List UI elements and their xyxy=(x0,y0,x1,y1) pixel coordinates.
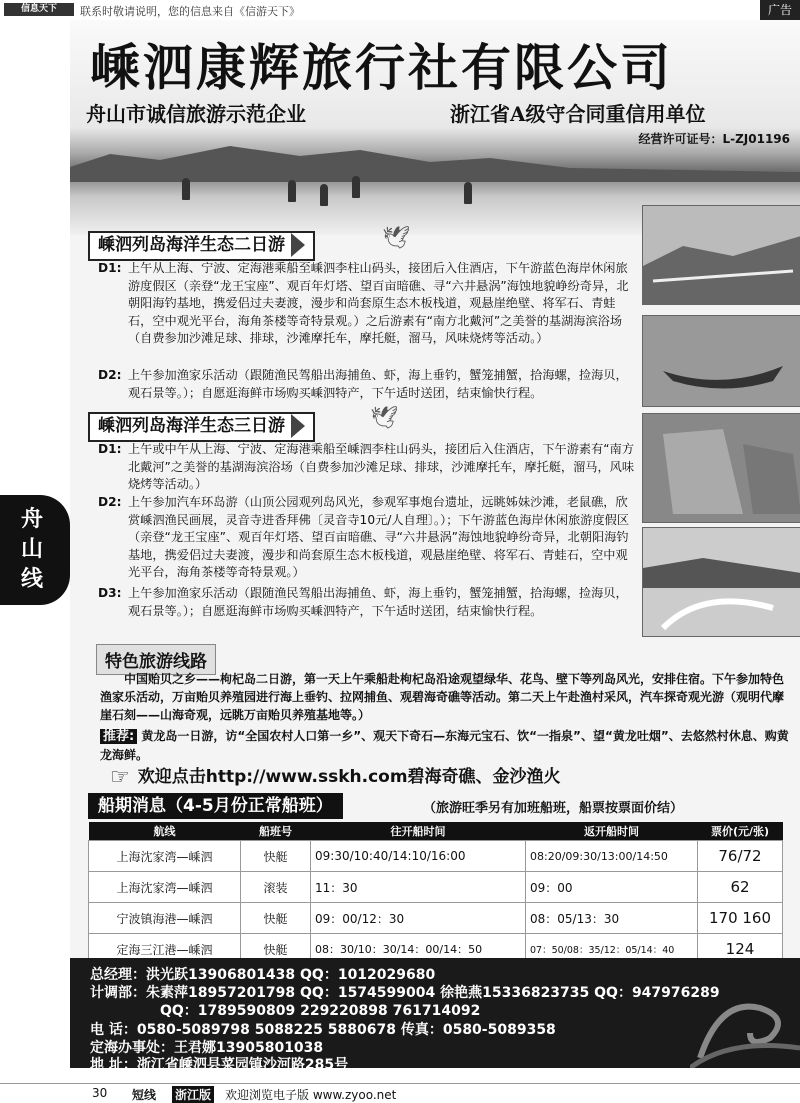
route-cell: 上海沈家湾—嵊泗 xyxy=(89,841,241,872)
price-cell: 124 xyxy=(698,934,783,965)
title-arrow-icon xyxy=(291,233,305,257)
page-footer xyxy=(0,1083,800,1103)
recommend-text: 黄龙岛一日游，访“全国农村人口第一乡”、观天下奇石—东海元宝石、饮“一指泉”、望“黄龙吐烟”、去悠然村休息、购黄龙海鲜。 xyxy=(100,729,789,762)
ship-schedule-title: 船期消息（4-5月份正常船班） xyxy=(88,793,343,819)
ad-tag: 广告 xyxy=(760,0,800,20)
tour2-title xyxy=(88,231,315,261)
recommend-block xyxy=(100,727,790,764)
contact-qq: QQ：1789590809 229220898 761714092 xyxy=(160,1003,481,1019)
back-cell: 08：05/13：30 xyxy=(526,903,698,934)
side-tab-char-3: 线 xyxy=(20,567,43,592)
magazine-logo: 信息天下 xyxy=(4,3,74,16)
day-text: 上午参加渔家乐活动（跟随渔民驾船出海捕鱼、虾，海上垂钓，蟹笼捕蟹，拾海螺，捡海贝，观石景等。）；自愿逛海鲜市场购买嵊泗特产，下午适时送团，结束愉快行程。 xyxy=(128,368,628,400)
table-row xyxy=(89,872,783,903)
contact-panel xyxy=(70,958,800,1073)
recommend-tag: 推荐: xyxy=(100,729,137,744)
header-route: 航线 xyxy=(89,822,241,841)
header-back: 返开船时间 xyxy=(526,822,698,841)
day-text: 上午从上海、宁波、定海港乘船至嵊泗李柱山码头，接团后入住酒店，下午游蓝色海岸休闲旅游度假区（亲登“龙王宝座”、观百年灯塔、望百亩暗礁、寻“六井悬涡”海蚀地貌峥纷奇异，北朝阳海钓基地，携爱侣过夫妻渡，漫步和尚套原生态木板栈道，观悬崖绝壁、将军石、青蛙石，空中观光平台，海角茶楼等奇特景观。）之后游素有“南方北戴河”之美誉的基湖海滨浴场（自费参加沙滩足球、排球，沙滩摩托车，摩托艇，溜马，风味烧烤等活动。） xyxy=(128,261,629,346)
contact-office: 定海办事处：王君娜13905801038 xyxy=(90,1040,324,1056)
day-label: D1: xyxy=(98,261,122,275)
header-type: 船班号 xyxy=(241,822,311,841)
featured-text: 中国贻贝之乡——枸杞岛二日游，第一天上午乘船赴枸杞岛沿途观望绿华、花鸟、壁下等列岛风光，安排住宿。下午参加特色渔家乐活动，万亩贻贝养殖园进行海上垂钓、拉网捕鱼、观碧海奇礁等活动。第二天上午赴渔村采风，汽车探奇观光游（观明代摩崖石刻——山海奇观，远眺万亩贻贝养殖基地等。） xyxy=(100,672,785,722)
beach-person xyxy=(320,184,328,206)
beach-person xyxy=(352,176,360,198)
contact-phone: 电 话：0580-5089798 5088225 5880678 传真：0580-5089358 xyxy=(90,1022,556,1038)
slogan-left: 舟山市诚信旅游示范企业 xyxy=(86,102,306,126)
featured-title: 特色旅游线路 xyxy=(96,644,216,675)
fishermen-photo xyxy=(642,315,800,407)
day-text: 上午或中午从上海、宁波、定海港乘船至嵊泗李柱山码头，接团后入住酒店，下午游素有“南方北戴河”之美誉的基湖海滨浴场（自费参加沙滩足球、排球，沙滩摩托车，摩托艇，溜马，风味烧烤等活动。） xyxy=(128,442,635,492)
tour3-title-text: 嵊泗列岛海洋生态三日游 xyxy=(98,416,285,436)
tour3-day2 xyxy=(98,494,638,582)
out-cell: 11：30 xyxy=(311,872,526,903)
side-tab-char-1: 舟 xyxy=(20,507,43,532)
back-cell: 08:20/09:30/13:00/14:50 xyxy=(526,841,698,872)
back-cell: 07：50/08：35/12：05/14：40 xyxy=(526,934,698,965)
beach-person xyxy=(182,178,190,200)
welcome-text[interactable]: 欢迎点击http://www.sskh.com碧海奇礁、金沙渔火 xyxy=(137,767,561,787)
price-cell: 170 160 xyxy=(698,903,783,934)
tour2-day1 xyxy=(98,260,638,348)
day-label: D3: xyxy=(98,586,122,600)
slogan-right: 浙江省A级守合同重信用单位 xyxy=(450,102,706,126)
contact-address: 地 址：浙江省嵊泗县菜园镇沙河路285号 xyxy=(90,1057,349,1073)
day-text: 上午参加渔家乐活动（跟随渔民驾船出海捕鱼、虾，海上垂钓，蟹笼捕蟹，拾海螺，捡海贝，观石景等。）；自愿逛海鲜市场购买嵊泗特产，下午适时送团，结束愉快行程。 xyxy=(128,586,628,618)
dove-icon: 🕊 xyxy=(370,406,398,431)
rock-carving-photo xyxy=(642,413,800,523)
tour3-day1 xyxy=(98,441,638,494)
type-cell: 快艇 xyxy=(241,934,311,965)
contact-gm: 总经理：洪光跃13906801438 QQ：1012029680 xyxy=(90,967,436,983)
license-number: 经营许可证号：L-ZJ01196 xyxy=(638,132,790,146)
table-header-row xyxy=(89,822,783,841)
ship-schedule-note: （旅游旺季另有加班船班，船票按票面价结） xyxy=(423,801,684,816)
type-cell: 快艇 xyxy=(241,903,311,934)
mountain-silhouette xyxy=(70,142,800,182)
header-price: 票价(元/张) xyxy=(698,822,783,841)
tour2-title-text: 嵊泗列岛海洋生态二日游 xyxy=(98,235,285,255)
pointing-hand-icon: ☞ xyxy=(110,764,130,790)
side-tab-char-2: 山 xyxy=(20,537,43,562)
out-cell: 09：00/12：30 xyxy=(311,903,526,934)
price-cell: 62 xyxy=(698,872,783,903)
side-tab-zhoushan xyxy=(0,495,70,605)
route-cell: 上海沈家湾—嵊泗 xyxy=(89,872,241,903)
back-cell: 09：00 xyxy=(526,872,698,903)
day-label: D2: xyxy=(98,368,122,382)
section-keyword: 短线 xyxy=(132,1088,157,1102)
price-cell: 76/72 xyxy=(698,841,783,872)
title-arrow-icon xyxy=(291,414,305,438)
footer-website[interactable]: 欢迎浏览电子版 www.zyoo.net xyxy=(225,1088,397,1102)
type-cell: 快艇 xyxy=(241,841,311,872)
beach-person xyxy=(288,180,296,202)
route-cell: 宁波镇海港—嵊泗 xyxy=(89,903,241,934)
beach-person xyxy=(464,182,472,204)
bridge-photo xyxy=(642,205,800,305)
day-label: D1: xyxy=(98,442,122,456)
ship-schedule-table xyxy=(88,822,783,965)
header-out: 往开船时间 xyxy=(311,822,526,841)
contact-note: 联系时敬请说明，您的信息来自《信游天下》 xyxy=(80,5,300,18)
out-cell: 09:30/10:40/14:10/16:00 xyxy=(311,841,526,872)
welcome-line xyxy=(110,762,561,790)
page-number: 30 xyxy=(92,1086,108,1100)
tour3-day3 xyxy=(98,585,638,620)
day-text: 上午参加汽车环岛游（山顶公园观列岛风光，参观军事炮台遗址，远眺姊妹沙滩，老鼠礁，欣赏嵊泗渔民画展，灵音寺进香拜佛〔灵音寺10元/人自理〕。）；下午游蓝色海岸休闲旅游度假区（亲登“龙王宝座”、观百年灯塔、望百亩暗礁、寻“六井悬涡”海蚀地貌峥纷奇异，北朝阳海钓基地，携爱侣过夫妻渡，漫步和尚套原生态木板栈道，观悬崖绝壁、将军石、青蛙石，空中观光平台，海角茶楼等奇特景观。） xyxy=(128,495,630,580)
company-name: 嵊泗康辉旅行社有限公司 xyxy=(90,38,673,97)
edition-badge: 浙江版 xyxy=(172,1086,214,1103)
top-bar xyxy=(0,0,800,21)
hero-beach-banner xyxy=(70,20,800,235)
route-cell: 定海三江港—嵊泗 xyxy=(89,934,241,965)
out-cell: 08：30/10：30/14：00/14：50 xyxy=(311,934,526,965)
tour3-title xyxy=(88,412,315,442)
bay-photo xyxy=(642,527,800,637)
table-row xyxy=(89,841,783,872)
day-label: D2: xyxy=(98,495,122,509)
contact-dispatch: 计调部：朱素萍18957201798 QQ：1574599004 徐艳燕15336823735 QQ：947976289 xyxy=(90,985,720,1001)
type-cell: 滚装 xyxy=(241,872,311,903)
dove-icon: 🕊 xyxy=(382,226,410,251)
table-row xyxy=(89,903,783,934)
tour2-day2 xyxy=(98,367,638,402)
